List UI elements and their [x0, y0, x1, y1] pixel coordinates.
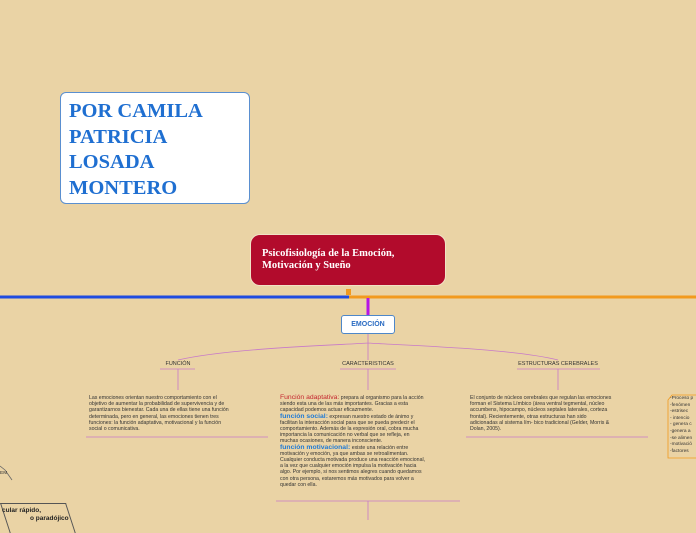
estructuras-text-line: forman el Sistema Límbico (área ventral tegmental, núcleo — [470, 401, 605, 408]
motivacional-line: quedar con ella. — [280, 481, 317, 488]
central-topic-line-2: Motivación y Sueño — [262, 260, 351, 271]
right-edge-item: -genera a — [670, 428, 691, 434]
motivacional-lead: existe una relación entre — [350, 444, 409, 451]
funcion-text-line: funciones: la función adaptativa, motivacional y la función — [89, 419, 222, 426]
right-edge-list[interactable] — [670, 396, 696, 455]
right-edge-item: - genera c — [670, 422, 692, 428]
left-edge-fragment[interactable]: EM — [0, 471, 8, 476]
motivacional-title: función motivacional: — [280, 443, 351, 451]
right-edge-item: -fenómen — [670, 402, 691, 408]
social-line: importancia la comunicación no verbal que se refleja, en — [280, 432, 410, 439]
social-line: comportamiento. Además de la expresión oral, cobra mucha — [280, 426, 419, 433]
estructuras-text-line: El conjunto de núcleos cerebrales que regulan las emociones — [470, 395, 612, 401]
author-node[interactable] — [60, 92, 250, 204]
bottom-left-line: o paradójico — [30, 515, 69, 522]
adaptativa-line: capacidad podemos actuar eficazmente. — [280, 407, 374, 414]
subtopic-funcion[interactable]: FUNCIÓN — [165, 361, 191, 367]
right-edge-item: -Proceso p — [670, 396, 694, 401]
right-edge-item: -estrisec — [670, 409, 689, 415]
right-edge-item: -se alimen — [670, 435, 693, 441]
caracteristicas-text[interactable] — [280, 395, 464, 488]
motivacional-line: algo. Por ejemplo, si nos sentimos alegres cuando quedamos — [280, 469, 422, 476]
subtopic-caracteristicas[interactable]: CARACTERISTICAS — [342, 361, 394, 367]
motivacional-line: a la vez que cualquier emoción impulsa la motivación hacia — [280, 463, 417, 470]
right-edge-item: -factores — [670, 448, 689, 454]
adaptativa-lead: prepara al organismo para la acción — [339, 395, 424, 401]
emocion-children-connector — [178, 334, 558, 360]
social-title: función social: — [280, 412, 328, 420]
social-lead: expresan nuestro estado de ánimo y — [327, 413, 414, 420]
social-line: muchas ocasiones, de manera inconsciente. — [280, 438, 383, 445]
author-line-4: MONTERO — [69, 176, 178, 199]
motivacional-line: Cualquier conducta motivada produce una reacción emocional, — [280, 457, 426, 464]
subtopic-estructuras-cerebrales[interactable]: ESTRUCTURAS CEREBRALES — [518, 361, 598, 367]
social-line: facilitan la interacción social para que se pueda predecir el — [280, 419, 415, 426]
right-edge-item: -motivació — [670, 442, 692, 448]
funcion-text-line: objetivo de aumentar la probabilidad de supervivencia y de — [89, 401, 225, 408]
central-topic-line-1: Psicofisiología de la Emoción, — [262, 248, 395, 259]
estructuras-text-line: frontal). Recientemente, otras estructuras han sido — [470, 413, 587, 420]
estructuras-text[interactable] — [470, 395, 650, 432]
bottom-left-node[interactable] — [2, 507, 69, 523]
funcion-text-line: social o comunicativa. — [89, 426, 140, 433]
estructuras-text-line: accumbens, hipocampo, núcleos septales laterales, corteza — [470, 407, 608, 414]
motivacional-line: con otra persona, estaremos más motivados para volver a — [280, 475, 414, 482]
central-anchor — [346, 289, 351, 295]
emocion-node[interactable]: EMOCIÓN — [341, 315, 395, 334]
estructuras-text-line: adicionadas al sistema lím- bico tradicional (Gelder, Morris & — [470, 419, 610, 426]
motivacional-line: motivación y emoción, ya que ambas se retroalimentan. — [280, 450, 409, 457]
adaptativa-title: Función adaptativa: — [280, 394, 340, 401]
funcion-text-line: determinada, pero en general, las emociones tienen tres — [89, 413, 219, 420]
funcion-text-line: garantizarnos bienestar. Cada una de ellas tiene una función — [89, 407, 229, 414]
adaptativa-line: siendo esta una de las más importantes. Gracias a esta — [280, 401, 409, 408]
right-edge-item: - intencio — [670, 415, 690, 421]
author-line-1: POR CAMILA — [69, 100, 203, 122]
author-line-2: PATRICIA — [69, 125, 168, 148]
estructuras-text-line: Dolan, 2005). — [470, 426, 502, 433]
funcion-text-line: Las emociones orientan nuestro comportamiento con el — [89, 395, 217, 401]
funcion-text[interactable] — [89, 395, 269, 432]
central-topic-node[interactable] — [250, 234, 446, 286]
author-line-3: LOSADA — [69, 151, 155, 173]
bottom-left-line: cular rápido, — [2, 507, 42, 514]
